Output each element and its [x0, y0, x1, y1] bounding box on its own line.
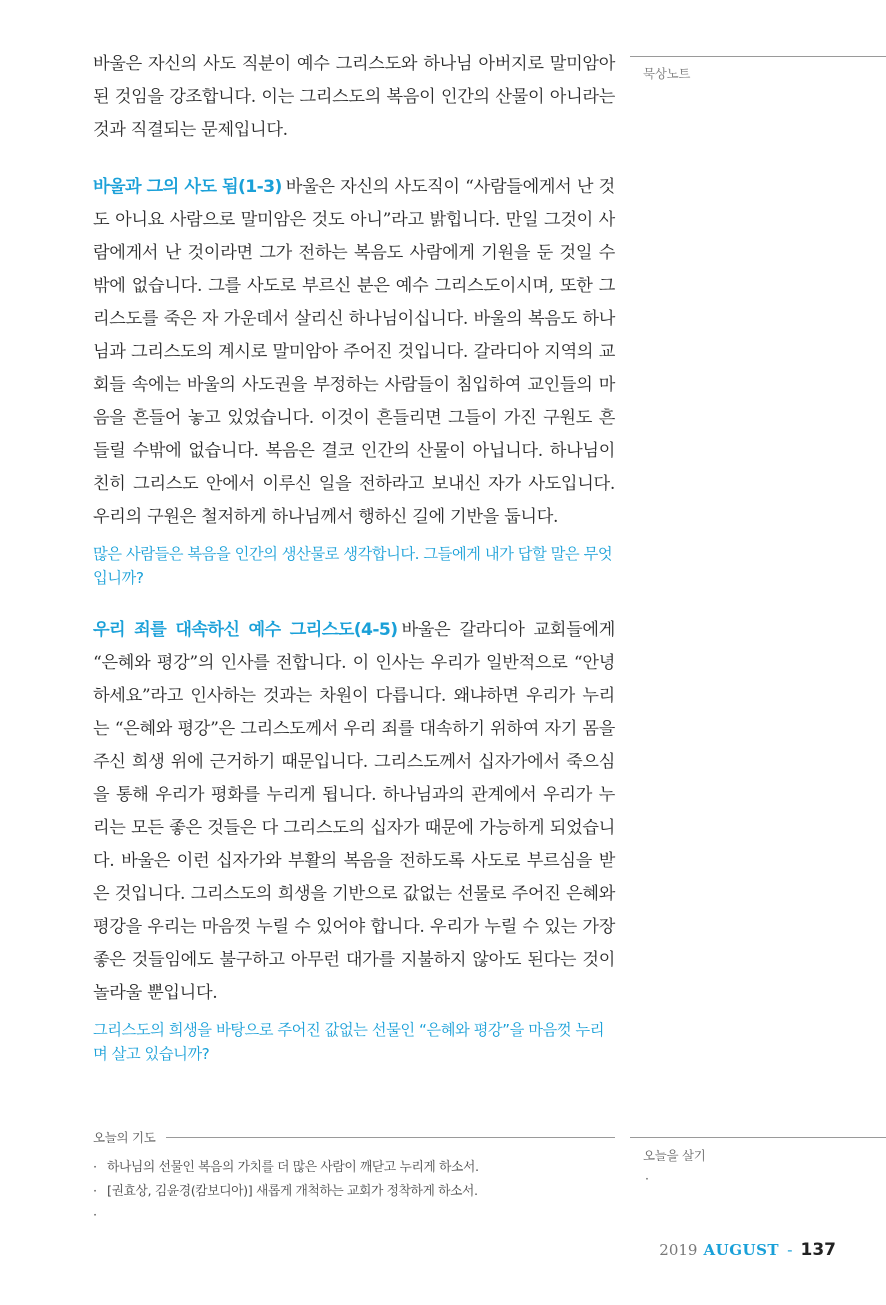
section-1-heading: 바울과 그의 사도 됨(1-3)	[93, 177, 282, 197]
section-1-body: 바울은 자신의 사도직이 “사람들에게서 난 것도 아니요 사람으로 말미암은 것도 아니”라고 밝힙니다. 만일 그것이 사람에게서 난 것이라면 그가 전하는 복음도 사람에게 기원을 둔 것일 수밖에 없습니다. 그를 사도로 부르신 분은 예수 그리스도이시며, 또한 그리스도를 죽은 자 가운데서 살리신 하나님이십니다. 바울의 복음도 하나님과 그리스도의 계시로 말미암아 주어진 것입니다. 갈라디아 지역의 교회들 속에는 바울의 사도권을 부정하는 사람들이 침입하여 교인들의 마음을 흔들어 놓고 있었습니다. 이것이 흔들리면 그들이 가진 구원도 흔들릴 수밖에 없습니다. 복음은 결코 인간의 산물이 아닙니다. 하나님이 친히 그리스도 안에서 이루신 일을 전하라고 보내신 자가 사도입니다. 우리의 구원은 철저하게 하나님께서 행하신 길에 기반을 둡니다.	[93, 177, 615, 527]
section-1-paragraph	[93, 171, 615, 534]
footer-separator: -	[787, 1241, 793, 1259]
today-living-label: 오늘을 살기	[643, 1148, 706, 1163]
prayer-item	[93, 1204, 615, 1228]
prayer-list	[93, 1156, 615, 1228]
intro-paragraph: 바울은 자신의 사도 직분이 예수 그리스도와 하나님 아버지로 말미암아 된 것임을 강조합니다. 이는 그리스도의 복음이 인간의 산물이 아니라는 것과 직결되는 문제입니다.	[93, 54, 615, 140]
section-2-body: 바울은 갈라디아 교회들에게 “은혜와 평강”의 인사를 전합니다. 이 인사는 우리가 일반적으로 “안녕하세요”라고 인사하는 것과는 차원이 다릅니다. 왜냐하면 우리가 누리는 “은혜와 평강”은 그리스도께서 우리 죄를 대속하기 위하여 자기 몸을 주신 희생 위에 근거하기 때문입니다. 그리스도께서 십자가에서 죽으심을 통해 우리가 평화를 누리게 됩니다. 하나님과의 관계에서 우리가 누리는 모든 좋은 것들은 다 그리스도의 십자가 때문에 가능하게 되었습니다. 바울은 이런 십자가와 부활의 복음을 전하도록 사도로 부르심을 받은 것입니다. 그리스도의 희생을 기반으로 값없는 선물로 주어진 은혜와 평강을 우리는 마음껏 누릴 수 있어야 합니다. 우리가 누릴 수 있는 가장 좋은 것들임에도 불구하고 아무런 대가를 지불하지 않아도 된다는 것이 놀라울 뿐입니다.	[93, 620, 615, 1003]
section-1-question: 많은 사람들은 복음을 인간의 생산물로 생각합니다. 그들에게 내가 답할 말은 무엇입니까?	[93, 545, 613, 587]
prayer-section	[93, 1128, 615, 1228]
prayer-item	[93, 1180, 615, 1204]
page-footer	[659, 1240, 836, 1260]
bullet-dot-icon: ·	[645, 1171, 649, 1186]
prayer-item-text: [권효상, 김윤경(캄보디아)] 새롭게 개척하는 교회가 정착하게 하소서.	[107, 1184, 478, 1199]
main-column	[93, 48, 615, 1066]
meditation-note-label: 묵상노트	[643, 66, 691, 81]
living-divider	[630, 1137, 886, 1138]
page-number: 137	[800, 1240, 836, 1260]
footer-month: AUGUST	[703, 1241, 780, 1259]
section-2-paragraph	[93, 614, 615, 1010]
prayer-divider	[166, 1137, 615, 1138]
prayer-title: 오늘의 기도	[93, 1130, 156, 1145]
meditation-divider	[630, 56, 886, 57]
section-2-question: 그리스도의 희생을 바탕으로 주어진 값없는 선물인 “은혜와 평강”을 마음껏 누리며 살고 있습니까?	[93, 1021, 604, 1063]
bullet-dot-icon: ·	[93, 1208, 97, 1223]
prayer-header	[93, 1128, 615, 1146]
prayer-item-text: 하나님의 선물인 복음의 가치를 더 많은 사람이 깨닫고 누리게 하소서.	[107, 1160, 479, 1175]
prayer-item	[93, 1156, 615, 1180]
footer-year: 2019	[659, 1241, 698, 1259]
section-2-heading: 우리 죄를 대속하신 예수 그리스도(4-5)	[93, 620, 398, 640]
bullet-dot-icon: ·	[93, 1184, 97, 1199]
bullet-dot-icon: ·	[93, 1160, 97, 1175]
